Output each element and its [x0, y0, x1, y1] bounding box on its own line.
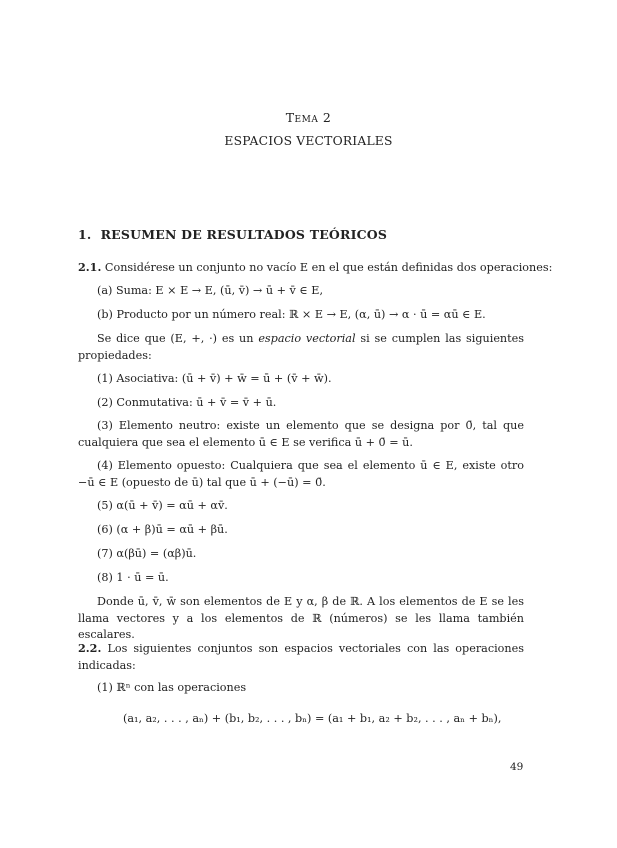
- vector-space-text: Se dice que (E, +, ·) es un: [97, 332, 259, 345]
- page-number: 49: [510, 761, 524, 773]
- section-heading: [78, 227, 387, 242]
- property-associative: (1) Asociativa: (ū + v̄) + w̄ = ū + (v̄ + w̄).: [97, 372, 332, 385]
- property-neutral-element: (3) Elemento neutro: existe un elemento que se designa por 0̄, tal que cualquiera que sea el elemento ū ∈ E se verifica ū + 0̄ = ū.: [78, 419, 524, 449]
- section-title: RESUMEN DE RESULTADOS TEÓRICOS: [100, 227, 388, 242]
- definition-text: Considérese un conjunto no vacío E en el que están definidas dos operaciones:: [104, 261, 553, 274]
- property-commutative: (2) Conmutativa: ū + v̄ = v̄ + ū.: [97, 396, 277, 409]
- property-opposite-element: (4) Elemento opuesto: Cualquiera que sea el elemento ū ∈ E, existe otro −ū ∈ E (opuesto de ū) tal que ū + (−ū) = 0̄.: [78, 459, 524, 489]
- property-7: (7) α(βū) = (αβ)ū.: [97, 547, 197, 560]
- definition-text: Los siguientes conjuntos son espacios vectoriales con las operaciones indicadas:: [78, 642, 524, 672]
- vector-space-definition: [78, 331, 524, 364]
- chapter-title: ESPACIOS VECTORIALES: [224, 134, 393, 148]
- definition-label: 2.2.: [78, 641, 102, 655]
- definition-2-2-intro: [78, 640, 524, 674]
- chapter-label: Tema 2: [285, 110, 332, 125]
- property-6: (6) (α + β)ū = αū + βū.: [97, 523, 228, 536]
- definition-2-1-intro: [78, 259, 552, 276]
- definition-closing: Donde ū, v̄, w̄ son elementos de E y α, β de ℝ. A los elementos de E se les llama vectores y a los elementos de ℝ (números) se les llama también escalares.: [78, 595, 524, 641]
- vector-space-term: espacio vectorial: [258, 332, 356, 345]
- operation-scalar-product: (b) Producto por un número real: ℝ × E → E, (α, ū) → α · ū = αū ∈ E.: [97, 308, 486, 321]
- example-rn: (1) ℝⁿ con las operaciones: [97, 681, 247, 694]
- property-5: (5) α(ū + v̄) = αū + αv̄.: [97, 499, 228, 512]
- operation-sum: (a) Suma: E × E → E, (ū, v̄) → ū + v̄ ∈ E,: [97, 284, 323, 297]
- definition-label: 2.1.: [78, 260, 102, 274]
- section-number: 1.: [78, 227, 92, 242]
- rn-sum-formula: (a₁, a₂, . . . , aₙ) + (b₁, b₂, . . . , bₙ) = (a₁ + b₁, a₂ + b₂, . . . , aₙ + bₙ),: [123, 712, 502, 725]
- vector-space-text-end: si se cumplen las siguientes propiedades:: [78, 332, 524, 362]
- property-8: (8) 1 · ū = ū.: [97, 571, 169, 584]
